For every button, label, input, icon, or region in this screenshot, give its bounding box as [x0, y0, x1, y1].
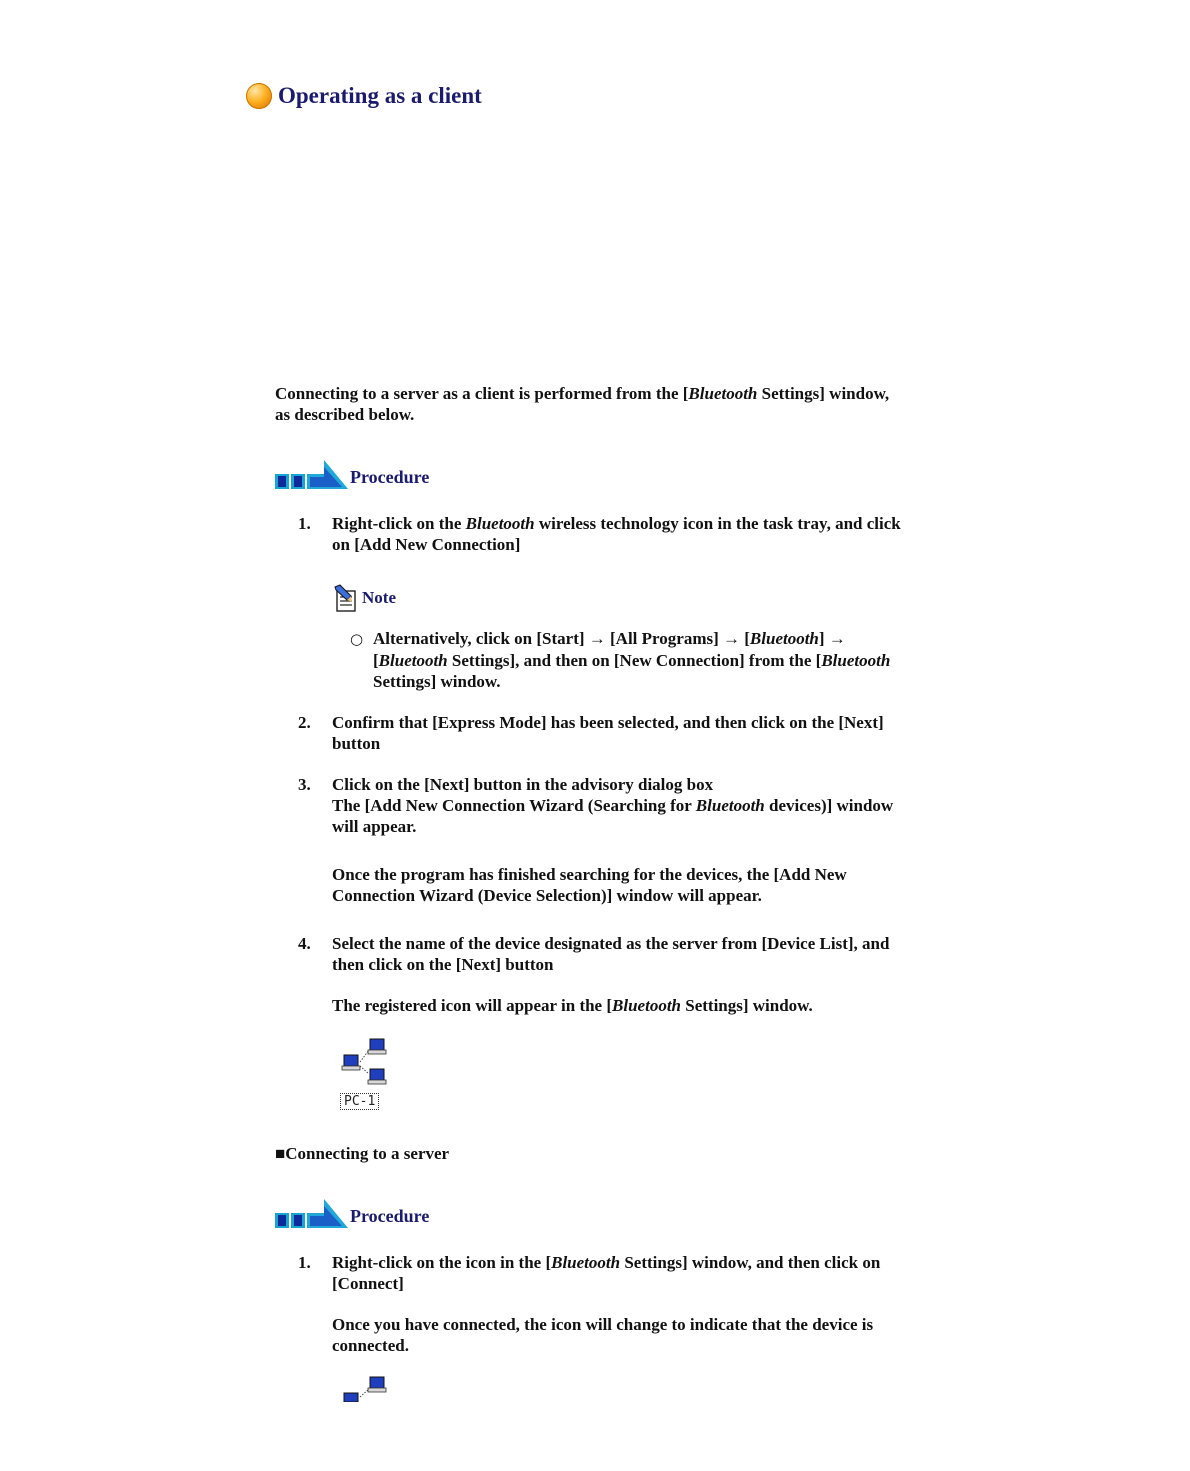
connect-step-1-followup: Once you have connected, the icon will change to indicate that the device is connected. [332, 1315, 874, 1355]
step-3-followup: Once the program has finished searching for the devices, the [Add New Connection Wizard (Device Selection)] window will appear. [332, 865, 847, 905]
intro-line-2: as described below. [275, 405, 415, 424]
network-computers-icon [338, 1036, 394, 1088]
connect-step-1: 1. Right-click on the icon in the [Bluetooth Settings] window, and then click on [Connect] [298, 1253, 881, 1293]
procedure-heading-1 [274, 458, 429, 490]
section-heading-connecting: ■Connecting to a server [275, 1144, 450, 1163]
note-pencil-icon [331, 583, 361, 613]
registered-device-icon[interactable] [338, 1036, 402, 1114]
orange-ball-icon [246, 83, 272, 109]
procedure-label: Procedure [350, 1206, 430, 1226]
page-title [246, 80, 482, 112]
procedure-arrow-icon [274, 458, 348, 490]
procedure-label: Procedure [350, 467, 430, 487]
step-number: 1. [298, 1253, 311, 1272]
note-item: ○ Alternatively, click on [Start] → [All Programs] → [Bluetooth] → [Bluetooth Settings], and then on [New Connection] from the [Bluetooth Settings] window. [350, 629, 891, 691]
step-number: 1. [298, 514, 311, 533]
step-3: 3. Click on the [Next] button in the advisory dialog box The [Add New Connection Wizard (Searching for Bluetooth devices)] window will appear. [298, 775, 894, 836]
circle-bullet-icon: ○ [350, 630, 364, 648]
step-1: 1. Right-click on the Bluetooth wireless technology icon in the task tray, and click on [Add New Connection] [298, 514, 901, 554]
note-label: Note [362, 588, 396, 607]
device-name-label: PC-1 [340, 1093, 379, 1110]
note-heading [331, 583, 396, 613]
step-number: 3. [298, 775, 311, 794]
step-number: 4. [298, 934, 311, 953]
procedure-heading-2 [274, 1197, 429, 1229]
connected-device-icon[interactable] [338, 1374, 398, 1406]
intro-line-1: Connecting to a server as a client is performed from the [Bluetooth Settings] window, [275, 384, 890, 403]
page-title-text: Operating as a client [278, 83, 482, 108]
step-2: 2. Confirm that [Express Mode] has been selected, and then click on the [Next] button [298, 713, 884, 753]
step-number: 2. [298, 713, 311, 732]
step-4-followup: The registered icon will appear in the [Bluetooth Settings] window. [332, 996, 813, 1015]
intro-paragraph [275, 383, 995, 425]
step-4: 4. Select the name of the device designated as the server from [Device List], and then click on the [Next] button [298, 934, 890, 974]
connected-computers-icon [338, 1374, 394, 1402]
procedure-arrow-icon [274, 1197, 348, 1229]
